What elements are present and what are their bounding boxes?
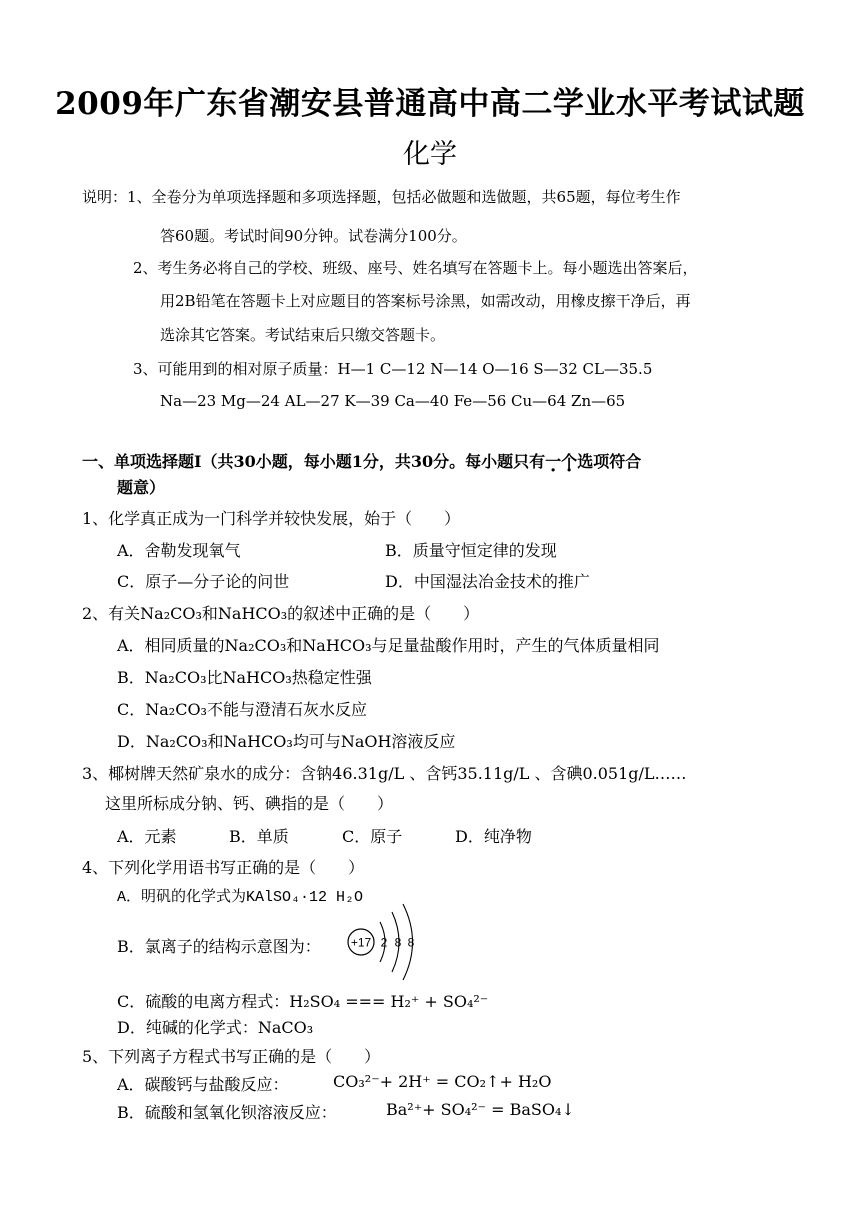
q2-option-d: D．Na₂CO₃和NaHCO₃均可与NaOH溶液反应 xyxy=(117,732,456,751)
q1-option-b: B．质量守恒定律的发现 xyxy=(385,541,557,560)
section-heading-cont: 题意） xyxy=(117,478,166,497)
q4-option-d: D．纯碱的化学式：NaCO₃ xyxy=(117,1018,314,1037)
shell-1-electrons: 2 xyxy=(380,935,388,950)
q1-option-d: D．中国湿法冶金技术的推广 xyxy=(385,572,590,591)
instruction-line-2: 答60题。考试时间90分钟。试卷满分100分。 xyxy=(160,227,467,245)
question-3-stem: 3、椰树牌天然矿泉水的成分：含钠46.31g/L 、含钙35.11g/L 、含碘0.051g/L…… xyxy=(82,764,687,783)
q5-option-a-equation: CO₃²⁻+ 2H⁺ = CO₂↑+ H₂O xyxy=(333,1072,552,1091)
instruction-line-5: 选涂其它答案。考试结束后只缴交答题卡。 xyxy=(160,326,446,344)
section-heading-text: 一、单项选择题Ⅰ（共30小题，每小题1分，共30分。每小题只有 xyxy=(82,452,546,471)
q5-option-b-equation: Ba²⁺+ SO₄²⁻ = BaSO₄↓ xyxy=(386,1100,575,1119)
q3-option-a: A．元素 xyxy=(117,827,177,846)
shell-2-electrons: 8 xyxy=(394,935,402,950)
q3-option-c: C．原子 xyxy=(342,827,403,846)
nucleus-charge: +17 xyxy=(350,935,372,950)
emphasis-char-2: 个 xyxy=(561,452,578,471)
q5-option-b-label: B．硫酸和氢氧化钡溶液反应： xyxy=(117,1103,337,1122)
section-heading-tail: 选项符合 xyxy=(577,452,642,471)
q4-option-c: C．硫酸的电离方程式：H₂SO₄ === H₂⁺ + SO₄²⁻ xyxy=(117,992,489,1011)
question-2-stem: 2、有关Na₂CO₃和NaHCO₃的叙述中正确的是（ ） xyxy=(82,604,480,623)
q4-option-b: B．氯离子的结构示意图为： xyxy=(117,937,321,956)
emphasis-char-1: 一 xyxy=(545,452,562,471)
q2-option-b: B．Na₂CO₃比NaHCO₃热稳定性强 xyxy=(117,668,372,687)
page-title: 2009年广东省潮安县普通高中高二学业水平考试试题 xyxy=(55,86,805,122)
question-3-stem-cont: 这里所标成分钠、钙、碘指的是（ ） xyxy=(105,794,394,813)
q1-option-c: C．原子—分子论的问世 xyxy=(117,572,290,591)
q5-option-a-label: A．碳酸钙与盐酸反应： xyxy=(117,1075,289,1094)
page-subtitle: 化学 xyxy=(403,139,457,170)
shell-3-electrons: 8 xyxy=(407,935,415,950)
instruction-line-4: 用2B铅笔在答题卡上对应题目的答案标号涂黑，如需改动，用橡皮擦干净后，再 xyxy=(160,292,691,310)
question-4-stem: 4、下列化学用语书写正确的是（ ） xyxy=(82,858,365,877)
question-1-stem: 1、化学真正成为一门科学并较快发展，始于（ ） xyxy=(82,509,461,528)
q2-option-a: A．相同质量的Na₂CO₃和NaHCO₃与足量盐酸作用时，产生的气体质量相同 xyxy=(117,636,660,655)
q2-option-c: C．Na₂CO₃不能与澄清石灰水反应 xyxy=(117,700,367,719)
q3-option-d: D．纯净物 xyxy=(455,827,532,846)
section-heading xyxy=(82,449,641,472)
instruction-line-7: Na—23 Mg—24 AL—27 K—39 Ca—40 Fe—56 Cu—64 Zn—65 xyxy=(160,392,626,410)
instruction-line-3: 2、考生务必将自己的学校、班级、座号、姓名填写在答题卡上。每小题选出答案后， xyxy=(133,259,698,277)
q3-option-b: B．单质 xyxy=(229,827,289,846)
chloride-ion-structure-diagram xyxy=(340,900,430,984)
q4-option-a: A．明矾的化学式为KAlSO₄·12 H₂O xyxy=(117,889,364,906)
question-5-stem: 5、下列离子方程式书写正确的是（ ） xyxy=(82,1047,381,1066)
q1-option-a: A．舍勒发现氧气 xyxy=(117,541,241,560)
instruction-line-1: 说明：1、全卷分为单项选择题和多项选择题，包括必做题和选做题，共65题，每位考生作 xyxy=(82,188,681,206)
instruction-line-6: 3、可能用到的相对原子质量：H—1 C—12 N—14 O—16 S—32 CL—35.5 xyxy=(133,360,653,378)
